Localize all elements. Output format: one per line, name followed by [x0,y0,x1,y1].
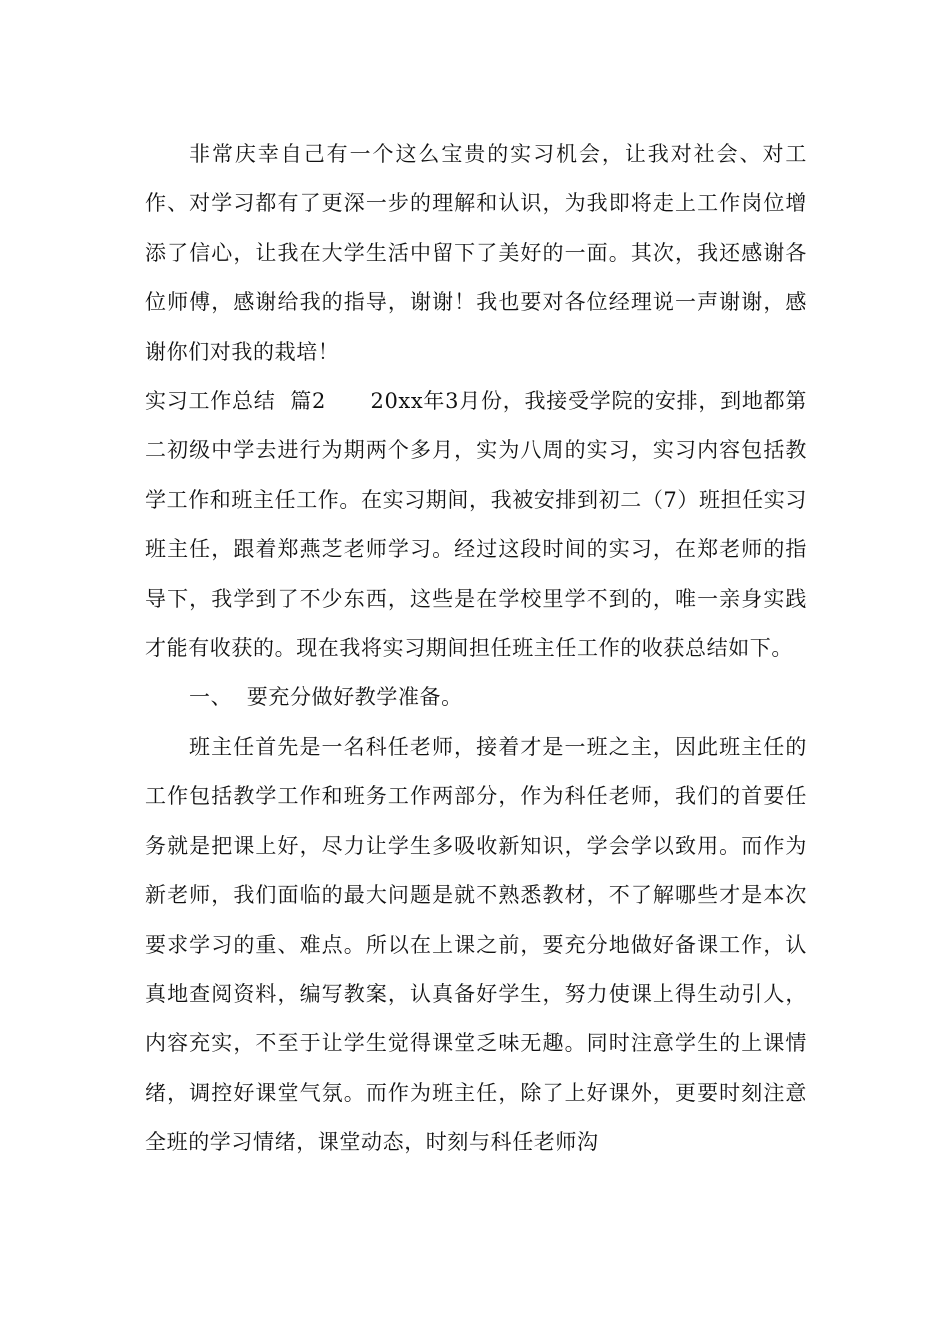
paragraph-thanks: 非常庆幸自己有一个这么宝贵的实习机会，让我对社会、对工作、对学习都有了更深一步的理解和认识，为我即将走上工作岗位增添了信心，让我在大学生活中留下了美好的一面。其次，我还感谢各位师傅，感谢给我的指导，谢谢！我也要对各位经理说一声谢谢，感谢你们对我的栽培！ [145,142,807,364]
paragraph-summary-intro: 实习工作总结 篇2 20xx年3月份，我接受学院的安排，到地都第二初级中学去进行为期两个多月，实为八周的实习，实习内容包括教学工作和班主任工作。在实习期间，我被安排到初二（7）班担任实习班主任，跟着郑燕芝老师学习。经过这段时间的实习，在郑老师的指导下，我学到了不少东西，这些是在学校里学不到的，唯一亲身实践才能有收获的。现在我将实习期间担任班主任工作的收获总结如下。 [145,389,807,661]
paragraph-teaching-preparation: 班主任首先是一名科任老师，接着才是一班之主，因此班主任的工作包括教学工作和班务工作两部分，作为科任老师，我们的首要任务就是把课上好，尽力让学生多吸收新知识，学会学以致用。而作为新老师，我们面临的最大问题是就不熟悉教材，不了解哪些才是本次要求学习的重、难点。所以在上课之前，要充分地做好备课工作，认真地查阅资料，编写教案，认真备好学生，努力使课上得生动引人，内容充实，不至于让学生觉得课堂乏味无趣。同时注意学生的上课情绪，调控好课堂气氛。而作为班主任，除了上好课外，更要时刻注意全班的学习情绪，课堂动态，时刻与科任老师沟 [145,734,807,1155]
document-body [145,130,807,1168]
section-heading: 一、 要充分做好教学准备。 [189,685,463,710]
